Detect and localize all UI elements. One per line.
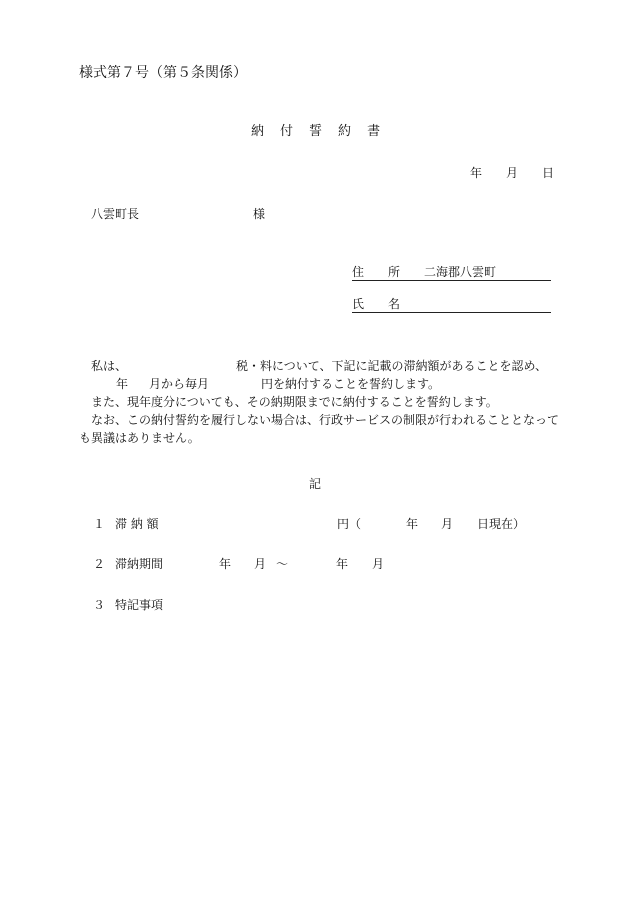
date-line: [470, 165, 554, 181]
item-2-year-to: 年: [336, 557, 349, 571]
item-2-month-to: 月: [372, 557, 385, 571]
title-char: 付: [280, 124, 294, 139]
name-field[interactable]: [352, 296, 551, 313]
body-line-4: なお、この納付誓約を履行しない場合は、行政サービスの制限が行われることとなって: [91, 413, 560, 427]
body-line-2-year: 年: [116, 377, 129, 391]
address-label-2: 所: [388, 265, 401, 279]
name-label-1: 氏: [352, 297, 365, 311]
item-1-label: 滞 納 額: [115, 517, 159, 531]
body-line-2-rest: 円を納付することを誓約します。: [261, 377, 441, 391]
body-line-1: [79, 357, 554, 375]
item-3-label: 特記事項: [115, 598, 164, 612]
item-2-month-from: 月: [254, 557, 267, 571]
date-month: 月: [506, 166, 519, 180]
address-value: 二海郡八雲町: [424, 265, 497, 279]
body-line-1-b: 税・料について、下記に記載の滞納額があることを認め、: [236, 359, 548, 373]
item-1-number: １: [93, 517, 106, 531]
addressee: [91, 206, 266, 222]
name-label-2: 名: [388, 297, 401, 311]
title-char: 書: [367, 124, 381, 139]
item-2-tilde: ～: [276, 557, 289, 571]
body-line-2-month: 月から毎月: [149, 377, 210, 391]
ki-heading: 記: [309, 477, 322, 491]
address-field[interactable]: [352, 264, 551, 281]
addressee-name: 八雲町長: [91, 207, 140, 221]
body-line-1-a: 私は、: [91, 359, 128, 373]
form-number: 様式第７号（第５条関係）: [79, 65, 247, 81]
body-line-5: も異議はありません。: [79, 431, 200, 445]
title-char: 納: [251, 124, 265, 139]
item-1-year: 年: [406, 517, 419, 531]
item-2-year-from: 年: [219, 557, 232, 571]
address-label-1: 住: [352, 265, 365, 279]
item-1-as-of: 日現在）: [477, 517, 526, 531]
title-char: 約: [338, 124, 352, 139]
title-char: 誓: [309, 124, 323, 139]
item-1-yen: 円（: [337, 517, 362, 531]
pledge-body: [79, 357, 560, 447]
addressee-honorific: 様: [253, 207, 266, 221]
document-title: [251, 124, 380, 140]
body-line-3: また、現年度分についても、その納期限までに納付することを誓約します。: [91, 395, 498, 409]
item-1-month: 月: [441, 517, 454, 531]
item-2-label: 滞納期間: [115, 557, 164, 571]
date-year: 年: [470, 166, 483, 180]
item-3-number: ３: [93, 598, 106, 612]
item-2-number: ２: [93, 557, 106, 571]
body-line-2: [79, 375, 554, 393]
date-day: 日: [542, 166, 555, 180]
